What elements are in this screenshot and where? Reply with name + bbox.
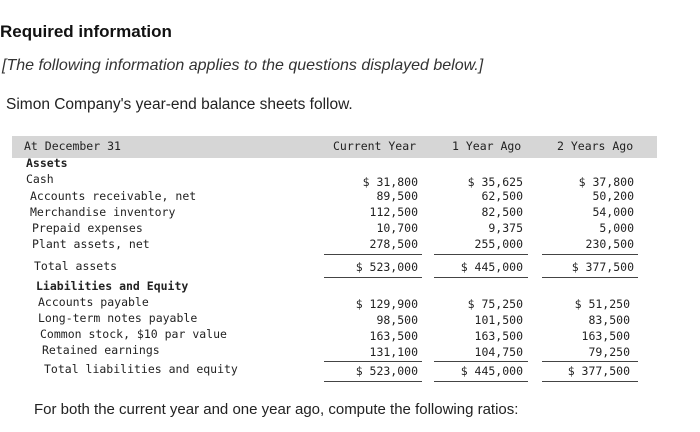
instruction-note: [The following information applies to the questions displayed below.]: [2, 57, 484, 74]
intro-text: Simon Company's year-end balance sheets follow.: [6, 96, 353, 113]
value-1-year-ago: $ 445,000: [460, 364, 523, 378]
row-label: Cash: [26, 172, 54, 186]
col-header-label: At December 31: [24, 139, 121, 153]
value-1-year-ago: 104,750: [474, 345, 523, 359]
value-current-year: 89,500: [376, 189, 418, 203]
value-current-year: 278,500: [369, 237, 418, 251]
row-label: Merchandise inventory: [30, 205, 176, 219]
value-2-years-ago: 163,500: [581, 329, 630, 343]
value-current-year: 10,700: [376, 221, 418, 235]
underline-current-year: [324, 254, 422, 255]
underline-current-year: [324, 361, 422, 362]
page-title: Required information: [0, 22, 172, 41]
row-label: Common stock, $10 par value: [40, 327, 227, 341]
value-current-year: $ 523,000: [355, 260, 418, 274]
double-underline-1-year-ago: [434, 277, 528, 278]
double-underline-current-year: [324, 381, 422, 382]
value-2-years-ago: 54,000: [592, 205, 634, 219]
value-2-years-ago: $ 377,500: [567, 364, 630, 378]
row-label: Accounts receivable, net: [30, 189, 197, 203]
double-underline-current-year: [324, 277, 422, 278]
double-underline-2-years-ago: [542, 381, 638, 382]
underline-1-year-ago: [434, 254, 528, 255]
assets-heading: Assets: [26, 156, 68, 170]
value-1-year-ago: $ 35,625: [467, 175, 523, 189]
value-1-year-ago: $ 445,000: [460, 260, 523, 274]
value-1-year-ago: 101,500: [474, 313, 523, 327]
value-current-year: $ 523,000: [355, 364, 418, 378]
double-underline-2-years-ago: [542, 277, 638, 278]
value-2-years-ago: 79,250: [588, 345, 630, 359]
col-header-current-year: Current Year: [333, 139, 417, 153]
underline-1-year-ago: [434, 361, 528, 362]
value-2-years-ago: 50,200: [592, 189, 634, 203]
col-header-2-years-ago: 2 Years Ago: [557, 139, 634, 153]
table-header-row: [12, 136, 657, 158]
value-2-years-ago: 83,500: [588, 313, 630, 327]
row-label: Plant assets, net: [32, 237, 150, 251]
value-1-year-ago: $ 75,250: [467, 297, 523, 311]
liabilities-heading: Liabilities and Equity: [36, 279, 189, 293]
value-current-year: $ 129,900: [355, 297, 418, 311]
balance-sheet-table: [12, 136, 657, 396]
row-label: Long-term notes payable: [38, 311, 198, 325]
value-2-years-ago: $ 37,800: [578, 175, 634, 189]
value-2-years-ago: $ 377,500: [571, 260, 634, 274]
row-label: Retained earnings: [42, 343, 160, 357]
col-header-1-year-ago: 1 Year Ago: [452, 139, 522, 153]
underline-2-years-ago: [542, 254, 638, 255]
value-2-years-ago: $ 51,250: [574, 297, 630, 311]
value-1-year-ago: 9,375: [488, 221, 523, 235]
value-1-year-ago: 255,000: [474, 237, 523, 251]
value-current-year: $ 31,800: [362, 175, 418, 189]
value-current-year: 112,500: [369, 205, 418, 219]
value-1-year-ago: 62,500: [481, 189, 523, 203]
value-1-year-ago: 82,500: [481, 205, 523, 219]
value-2-years-ago: 230,500: [585, 237, 634, 251]
row-label: Total assets: [34, 259, 118, 273]
row-label: Total liabilities and equity: [44, 362, 238, 376]
row-label: Accounts payable: [38, 295, 149, 309]
underline-2-years-ago: [542, 361, 638, 362]
value-1-year-ago: 163,500: [474, 329, 523, 343]
value-current-year: 131,100: [369, 345, 418, 359]
double-underline-1-year-ago: [434, 381, 528, 382]
ratios-instruction: For both the current year and one year ago, compute the following ratios:: [34, 401, 519, 418]
value-current-year: 98,500: [376, 313, 418, 327]
value-current-year: 163,500: [369, 329, 418, 343]
row-label: Prepaid expenses: [32, 221, 143, 235]
value-2-years-ago: 5,000: [599, 221, 634, 235]
